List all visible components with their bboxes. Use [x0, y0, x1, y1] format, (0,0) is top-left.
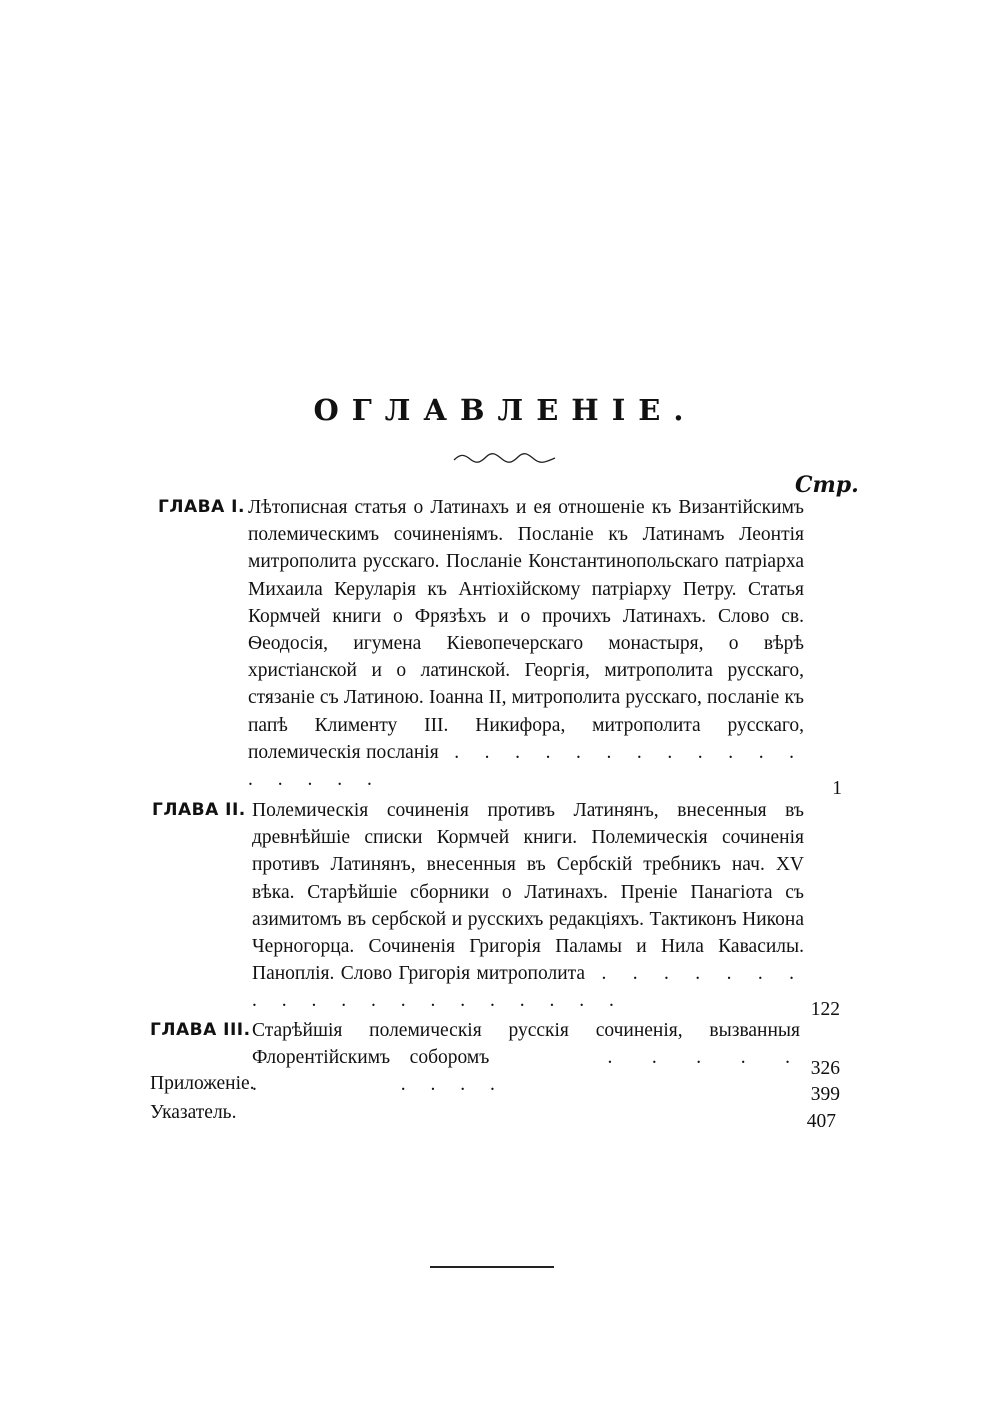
toc-entry-appendix: Приложеніе.: [150, 1073, 255, 1094]
chapter-text: Полемическія сочиненія противъ Латинянъ, внесенныя въ древнѣйшіе списки Кормчей книги. Полемическія сочиненія противъ Латинянъ, внесенныя въ Сербскій требникъ нач. XV вѣка. Старѣйшіе сборники о Латинахъ. Преніе Панагіота съ азимитомъ въ сербской и русскихъ редакціяхъ. Тактиконъ Никона Черногорца. Сочиненія Григорія Паламы и Нила Кавасилы. Паноплія. Слово Григорія митрополита: [252, 800, 804, 985]
chapter-text: Старѣйшія полемическія русскія сочиненія, вызванныя Флорентійскимъ соборомъ: [252, 1020, 800, 1069]
title-ornament: [452, 452, 557, 464]
dot-leader: . . . . . . . . . . . . . . . . .: [248, 741, 805, 791]
index-page-number: 407: [806, 1111, 836, 1132]
dot-leader: . . . . . . . . . .: [252, 1047, 801, 1096]
chapter-description: [252, 1017, 800, 1099]
page-column-header: Стр.: [795, 472, 859, 498]
dot-leader: . . . . . . . . . . . . . . . . . . . .: [252, 963, 805, 1012]
chapter-label: ГЛАВА III.: [150, 1020, 251, 1040]
chapter-page-number: 1: [832, 778, 842, 799]
appendix-page-number: 399: [810, 1084, 840, 1105]
chapter-label: ГЛАВА I.: [158, 497, 245, 517]
toc-entry-index: Указатель.: [150, 1102, 237, 1123]
page-title: ОГЛАВЛЕНІЕ.: [313, 393, 697, 427]
chapter-description: [252, 797, 804, 1015]
chapter-page-number: 122: [810, 999, 840, 1020]
chapter-page-number: 326: [810, 1058, 840, 1079]
chapter-label: ГЛАВА II.: [152, 800, 246, 820]
bottom-rule: [430, 1266, 554, 1268]
chapter-description: [248, 494, 804, 793]
chapter-text: Лѣтописная статья о Латинахъ и ея отношеніе къ Византійскимъ полемическимъ сочиненіямъ. Посланіе къ Латинамъ Леонтія митрополита русскаго. Посланіе Константинопольскаго патріарха Михаила Керуларія къ Антіохійскому патріарху Петру. Статья Кормчей книги о Фрязѣхъ и о прочихъ Латинахъ. Слово св. Ѳеодосія, игумена Кіевопечерскаго монастыря, о вѣрѣ христіанской и о латинской. Георгія, митрополита русскаго, стязаніе съ Латиною. Іоанна II, митрополита русскаго, посланіе къ папѣ Клименту III. Никифора, митрополита русскаго, полемическія посланія: [248, 497, 804, 763]
